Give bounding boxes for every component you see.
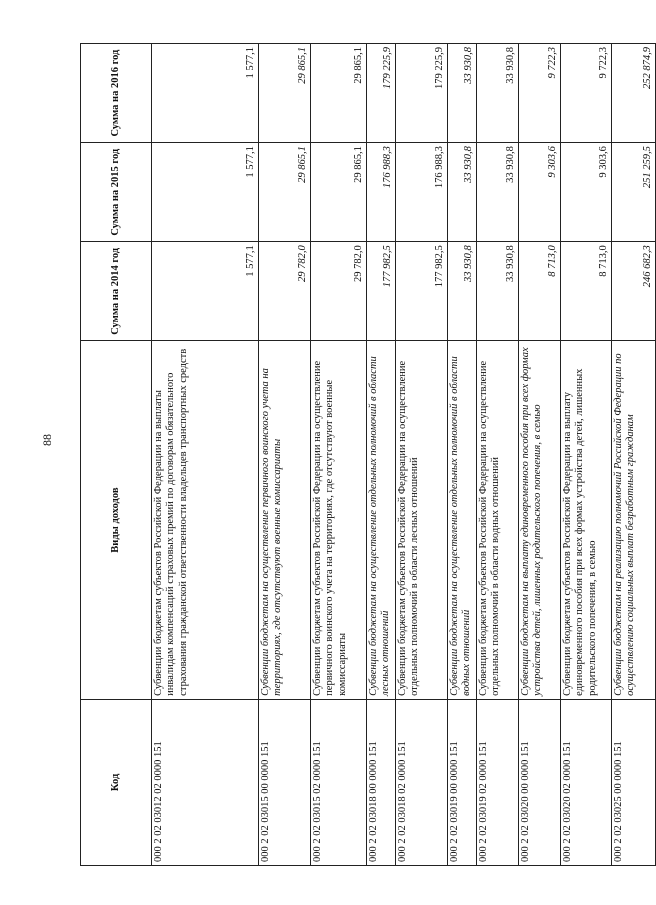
row-2016: 33 930,8 — [477, 44, 519, 143]
row-2015: 251 259,5 — [612, 143, 656, 242]
row-name: Субвенции бюджетам на реализацию полномочий Российской Федерации по осуществлению социальных выплат безработным гражданам — [612, 341, 656, 699]
row-code: 000 2 02 03018 02 0000 151 — [396, 699, 448, 865]
table-row — [477, 44, 519, 866]
row-code: 000 2 02 03025 00 0000 151 — [612, 699, 656, 865]
table-row — [311, 44, 367, 866]
row-2014: 29 782,0 — [311, 242, 367, 341]
row-name: Субвенции бюджетам субъектов Российской Федерации на выплаты инвалидам компенсаций страховых премий по договорам обязательного страхования гражданской ответственности владельцев транспортных средств — [152, 341, 259, 699]
row-code: 000 2 02 03020 00 0000 151 — [519, 699, 561, 865]
row-2016: 252 874,9 — [612, 44, 656, 143]
row-code: 000 2 02 03015 00 0000 151 — [259, 699, 311, 865]
row-2016: 179 225,9 — [396, 44, 448, 143]
row-name: Субвенции бюджетам на осуществление отдельных полномочий в области водных отношений — [448, 341, 477, 699]
row-code: 000 2 02 03019 00 0000 151 — [448, 699, 477, 865]
row-name: Субвенции бюджетам на выплату единовременного пособия при всех формах устройства детей, лишенных родительского попечения, в семью — [519, 341, 561, 699]
row-2016: 29 865,1 — [311, 44, 367, 143]
page-number: 88 — [40, 434, 54, 446]
row-2015: 176 988,3 — [367, 143, 396, 242]
row-name: Субвенции бюджетам на осуществление отдельных полномочий в области лесных отношений — [367, 341, 396, 699]
header-code: Код — [81, 699, 152, 865]
rotated-page — [80, 43, 653, 866]
table-row — [367, 44, 396, 866]
row-2014: 33 930,8 — [448, 242, 477, 341]
row-2015: 9 303,6 — [519, 143, 561, 242]
row-2014: 177 982,5 — [367, 242, 396, 341]
row-2015: 1 577,1 — [152, 143, 259, 242]
table-header-row — [81, 44, 152, 866]
row-name: Субвенции бюджетам на осуществление первичного воинского учета на территориях, где отсутствуют военные комиссариаты — [259, 341, 311, 699]
row-name: Субвенции бюджетам субъектов Российской Федерации на выплату единовременного пособия при всех формах устройства детей, лишенных родительского попечения, в семью — [561, 341, 612, 699]
header-2016: Сумма на 2016 год — [81, 44, 152, 143]
row-code: 000 2 02 03012 02 0000 151 — [152, 699, 259, 865]
row-2016: 9 722,3 — [519, 44, 561, 143]
row-2016: 1 577,1 — [152, 44, 259, 143]
row-code: 000 2 02 03018 00 0000 151 — [367, 699, 396, 865]
row-2015: 29 865,1 — [259, 143, 311, 242]
income-table — [80, 43, 656, 866]
row-2015: 9 303,6 — [561, 143, 612, 242]
table-row — [612, 44, 656, 866]
header-income-type: Виды доходов — [81, 341, 152, 699]
row-2014: 8 713,0 — [561, 242, 612, 341]
row-2015: 176 988,3 — [396, 143, 448, 242]
row-2016: 9 722,3 — [561, 44, 612, 143]
table-row — [561, 44, 612, 866]
header-2014: Сумма на 2014 год — [81, 242, 152, 341]
header-2015: Сумма на 2015 год — [81, 143, 152, 242]
row-2014: 246 682,3 — [612, 242, 656, 341]
row-code: 000 2 02 03019 02 0000 151 — [477, 699, 519, 865]
table-row — [152, 44, 259, 866]
table-row — [448, 44, 477, 866]
row-2014: 29 782,0 — [259, 242, 311, 341]
table-row — [259, 44, 311, 866]
row-2015: 33 930,8 — [477, 143, 519, 242]
row-2016: 29 865,1 — [259, 44, 311, 143]
row-name: Субвенции бюджетам субъектов Российской Федерации на осуществление отдельных полномочий в области лесных отношений — [396, 341, 448, 699]
row-2016: 179 225,9 — [367, 44, 396, 143]
row-2015: 29 865,1 — [311, 143, 367, 242]
row-code: 000 2 02 03020 02 0000 151 — [561, 699, 612, 865]
row-2015: 33 930,8 — [448, 143, 477, 242]
row-2016: 33 930,8 — [448, 44, 477, 143]
row-code: 000 2 02 03015 02 0000 151 — [311, 699, 367, 865]
table-row — [396, 44, 448, 866]
table-row — [519, 44, 561, 866]
row-2014: 177 982,5 — [396, 242, 448, 341]
row-2014: 8 713,0 — [519, 242, 561, 341]
row-name: Субвенции бюджетам субъектов Российской Федерации на осуществление отдельных полномочий в области водных отношений — [477, 341, 519, 699]
row-name: Субвенции бюджетам субъектов Российской Федерации на осуществление первичного воинского учета на территориях, где отсутствуют военные комиссариаты — [311, 341, 367, 699]
row-2014: 33 930,8 — [477, 242, 519, 341]
row-2014: 1 577,1 — [152, 242, 259, 341]
